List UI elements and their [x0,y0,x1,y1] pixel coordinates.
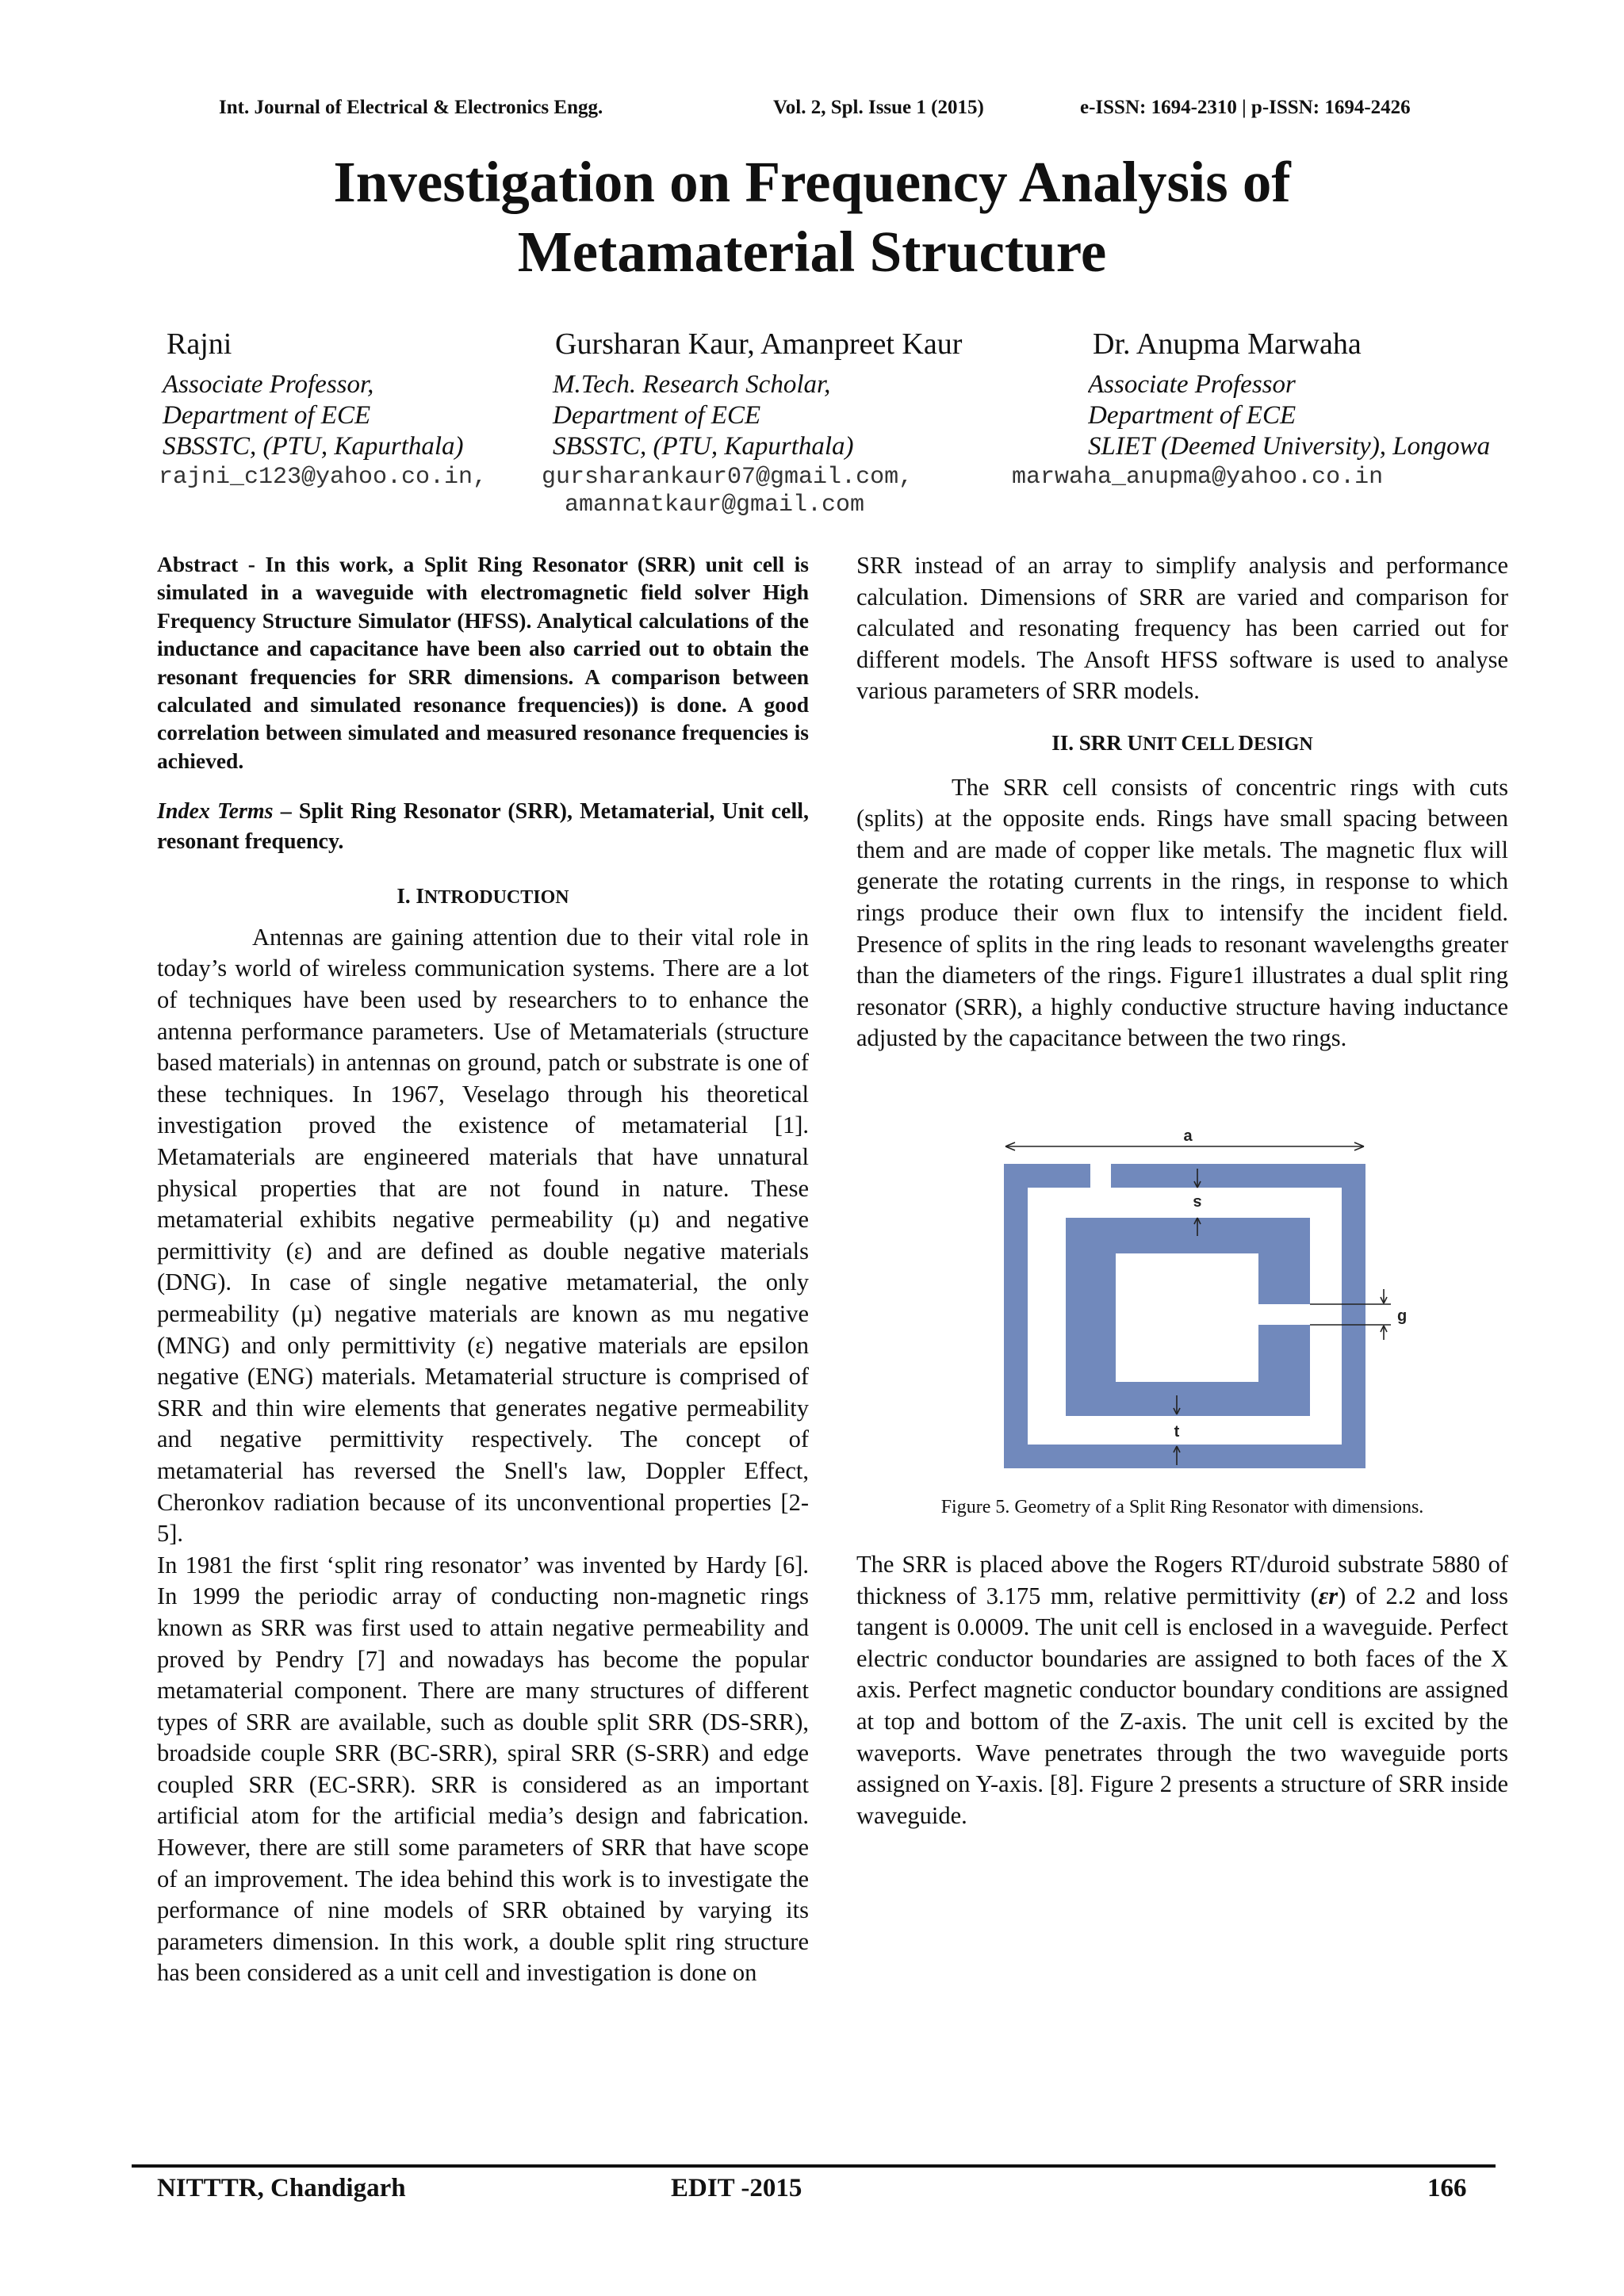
page-number: 166 [1427,2174,1467,2202]
journal-name: Int. Journal of Electrical & Electronics Engg. [219,97,603,118]
footer-institution: NITTTR, Chandigarh [157,2174,406,2202]
design-paragraph-2: The SRR is placed above the Rogers RT/duroid substrate 5880 of thickness of 3.175 mm, relative permittivity (εr) of 2.2 and loss tangent is 0.0009. The unit cell is enclosed in a waveguide. Perfect electric conductor boundaries are assigned to both faces of the X axis. Perfect magnetic conductor boundary conditions are assigned at top and bottom of the Z-axis. The unit cell is excited by the waveports. Wave penetrates through the two waveguide ports assigned on Y-axis. [8]. Figure 2 presents a structure of SRR inside waveguide. [856,1551,1508,1829]
paper-title [0,147,1624,287]
title-line-2: Metamaterial Structure [517,220,1107,284]
author-role: M.Tech. Research Scholar, [553,370,831,399]
relative-permittivity-symbol: εr [1318,1582,1339,1609]
intro-paragraph-1: Antennas are gaining attention due to their vital role in today’s world of wireless communication systems. There are a lot of techniques have been used by researchers to to enhance the antenna performance parameters. Use of Metamaterials (structure based materials) in antennas on ground, patch or substrate is one of these techniques. In 1967, Veselago through his theoretical investigation proved the existence of metamaterial [1]. Metamaterials are engineered materials that have unnatural physical properties that are not found in nature. These metamaterial exhibits negative permeability (µ) and negative permittivity (ε) and are defined as double negative materials (DNG). In case of single negative metamaterial, the only permeability (µ) negative materials are known as mu negative (MNG) and only permittivity (ε) negative materials are epsilon negative (ENG) materials. Metamaterial structure is comprised of SRR and thin wire elements that generates negative permeability and negative permittivity respectively. The concept of metamaterial has reversed the Snell's law, Doppler Effect, Cheronkov radiation because of its unconventional properties [2-5]. [157,923,809,1548]
label-a: a [1183,1127,1193,1145]
journal-volume: Vol. 2, Spl. Issue 1 (2015) [773,97,984,118]
right-column-lower [856,1549,1508,1831]
author-dept: Department of ECE [553,401,761,430]
section-heading-introduction: I. INTRODUCTION [396,884,569,909]
figure-caption: Figure 5. Geometry of a Split Ring Resonator with dimensions. [940,1497,1424,1517]
author-institution: SBSSTC, (PTU, Kapurthala) [553,432,854,461]
author-name: Gursharan Kaur, Amanpreet Kaur [555,327,963,361]
author-institution: SBSSTC, (PTU, Kapurthala) [163,432,464,461]
label-g: g [1397,1307,1408,1325]
index-terms-label: Index Terms [157,799,274,825]
author-email: marwaha_anupma@yahoo.co.in [1012,464,1384,491]
author-role: Associate Professor, [163,370,374,399]
author-email-2: amannatkaur@gmail.com [565,492,865,519]
left-column [157,550,809,1989]
author-dept: Department of ECE [163,401,371,430]
author-role: Associate Professor [1088,370,1296,399]
title-line-1: Investigation on Frequency Analysis of [333,150,1291,214]
author-email: gursharankaur07@gmail.com, [542,464,914,491]
author-affiliation [553,369,854,462]
footer-conference: EDIT -2015 [671,2174,802,2202]
intro-paragraph-2: In 1981 the first ‘split ring resonator’ was invented by Hardy [6]. In 1999 the periodic array of conducting non-magnetic rings known as SRR was first used to attain negative permeability and proved by Pendry [7] and nowadays has become the popular metamaterial component. There are many structures of different types of SRR are available, such as double split SRR (DS-SRR), broadside couple SRR (BC-SRR), spiral SRR (S-SRR) and edge coupled SRR (EC-SRR). SRR is considered as an important artificial atom for the artificial media’s design and fabrication. However, there are still some parameters of SRR that have scope of an improvement. The idea behind this work is to investigate the performance of nine models of SRR obtained by varying its parameters dimension. In this work, a double split ring structure has been considered as a unit cell and investigation is done on [157,1551,809,1987]
abstract: Abstract - In this work, a Split Ring Resonator (SRR) unit cell is simulated in a waveguide with electromagnetic field solver High Frequency Structure Simulator (HFSS). Analytical calculations of the inductance and capacitance have been also carried out to obtain the resonant frequencies for SRR dimensions. A comparison between calculated and simulated resonance frequencies)) is done. A good correlation between simulated and measured resonance frequencies is achieved. [157,552,809,773]
author-institution: SLIET (Deemed University), Longowa [1088,432,1491,461]
author-name: Rajni [167,327,232,361]
author-dept: Department of ECE [1088,401,1297,430]
srr-figure [983,1124,1411,1481]
section-heading-srr-design: II. SRR UNIT CELL DESIGN [1051,730,1313,755]
journal-issn: e-ISSN: 1694-2310 | p-ISSN: 1694-2426 [1080,97,1411,118]
author-affiliation [163,369,464,462]
index-terms-text: Split Ring Resonator (SRR), Metamaterial, Unit cell, resonant frequency. [157,799,810,855]
author-email: rajni_c123@yahoo.co.in, [159,464,488,491]
footer-rule [132,2164,1496,2168]
intro-paragraph-3: SRR instead of an array to simplify analysis and performance calculation. Dimensions of SRR are varied and comparison for calculated and resonating frequency has been carried out for different models. The Ansoft HFSS software is used to analyse various parameters of SRR models. [856,552,1508,705]
right-column [856,550,1508,1054]
author-name: Dr. Anupma Marwaha [1093,327,1362,361]
inner-ring [1066,1218,1312,1416]
design-paragraph-1: The SRR cell consists of concentric rings with cuts (splits) at the opposite ends. Rings have small spacing between them and are made of copper like metals. The magnetic flux will generate the rotating currents in the rings, in response to which rings produce their own flux to intensify the incident field. Presence of splits in the ring leads to resonant wavelengths greater than the diameters of the rings. Figure1 illustrates a dual split ring resonator (SRR), a highly conductive structure having inductance adjusted by the capacitance between the two rings. [856,773,1508,1052]
outer-ring-split [1090,1162,1111,1189]
author-affiliation [1088,369,1508,462]
index-terms: Index Terms – Split Ring Resonator (SRR), Metamaterial, Unit cell, resonant frequency. [157,799,810,855]
label-s: s [1193,1194,1202,1211]
label-t: t [1174,1423,1180,1441]
inner-ring-split [1257,1304,1312,1325]
